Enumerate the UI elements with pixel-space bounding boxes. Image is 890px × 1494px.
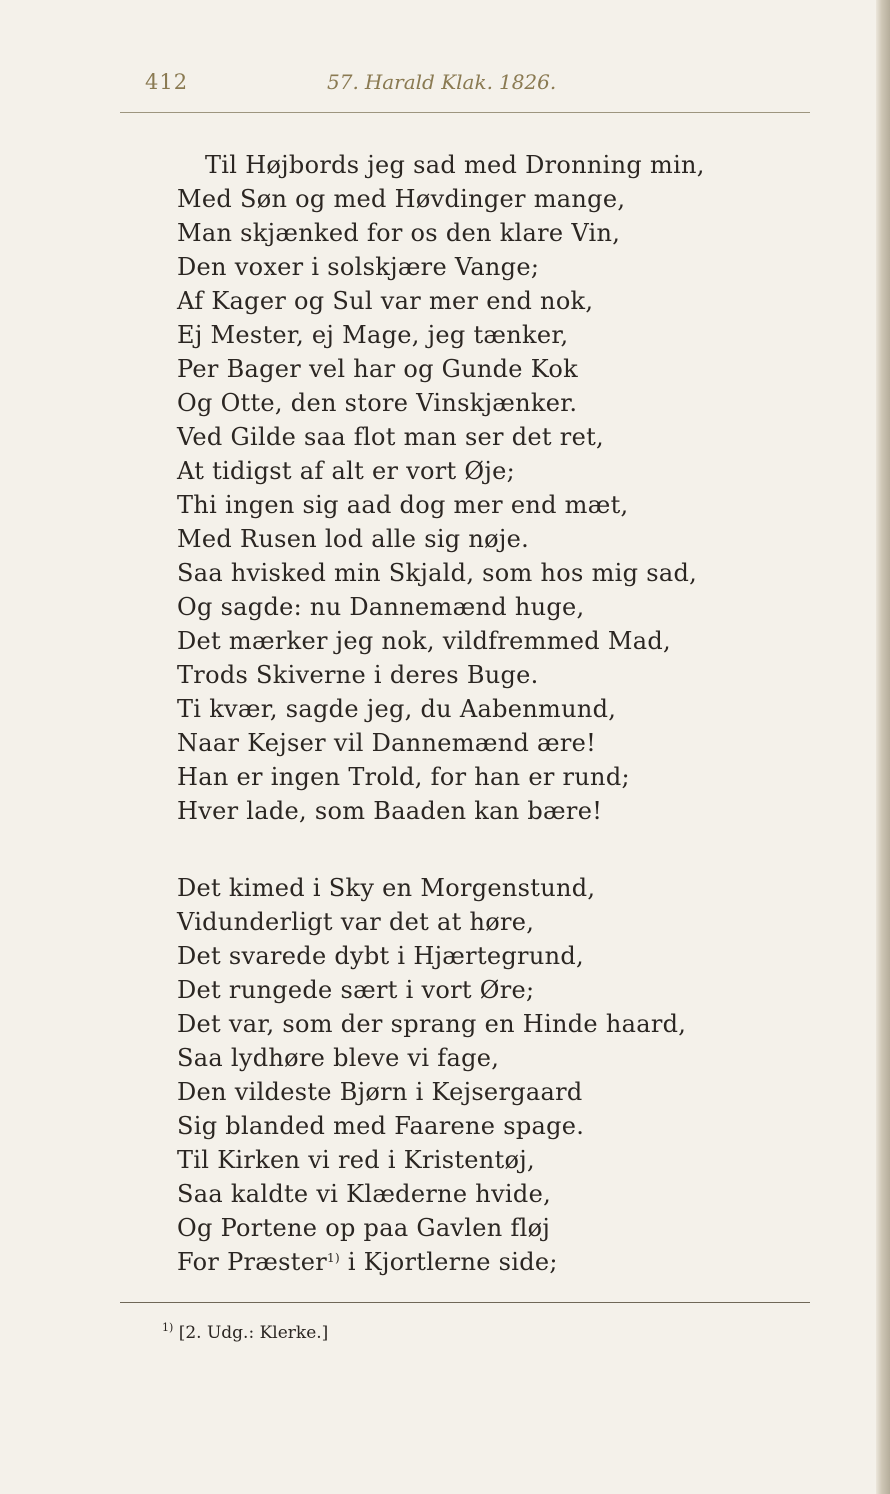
page-number: 412 [145, 70, 189, 94]
verse-line: Sig blanded med Faarene spage. [177, 1112, 585, 1140]
verse-line: Med Rusen lod alle sig nøje. [177, 525, 530, 553]
verse-line: Den voxer i solskjære Vange; [177, 253, 540, 281]
verse-line: Det mærker jeg nok, vildfremmed Mad, [177, 627, 671, 655]
verse-line: Til Højbords jeg sad med Dronning min, [205, 151, 705, 179]
verse-line: Af Kager og Sul var mer end nok, [177, 287, 594, 315]
verse-line: Og Portene op paa Gavlen fløj [177, 1214, 551, 1242]
verse-line: At tidigst af alt er vort Øje; [177, 457, 516, 485]
footnote-text: [2. Udg.: Klerke.] [178, 1323, 329, 1343]
verse-line: Og Otte, den store Vinskjænker. [177, 389, 578, 417]
poem-title: Harald Klak. [364, 70, 493, 94]
verse-line: Ti kvær, sagde jeg, du Aabenmund, [177, 695, 617, 723]
verse-line: Man skjænked for os den klare Vin, [177, 219, 621, 247]
verse-line: Og sagde: nu Dannemænd huge, [177, 593, 585, 621]
verse-line: Det kimed i Sky en Morgenstund, [177, 874, 596, 902]
verse-line: Trods Skiverne i deres Buge. [177, 661, 539, 689]
verse-line: Det rungede sært i vort Øre; [177, 976, 535, 1004]
verse-line: Saa lydhøre bleve vi fage, [177, 1044, 500, 1072]
page-edge [876, 0, 890, 1494]
verse-line: Den vildeste Bjørn i Kejsergaard [177, 1078, 583, 1106]
running-title [327, 70, 556, 94]
footnote-marker-number: 1 [162, 1321, 169, 1334]
verse-line: Saa hvisked min Skjald, som hos mig sad, [177, 559, 698, 587]
footnote-reference: 1) [327, 1251, 340, 1265]
footnote-rule [120, 1302, 810, 1303]
running-header [0, 70, 890, 100]
footnote [162, 1320, 328, 1346]
verse-line: Thi ingen sig aad dog mer end mæt, [177, 491, 629, 519]
footnote-marker: 1) [162, 1321, 174, 1334]
verse-line: Vidunderligt var det at høre, [177, 908, 535, 936]
verse-line: Hver lade, som Baaden kan bære! [177, 797, 603, 825]
verse-line: Det var, som der sprang en Hinde haard, [177, 1010, 687, 1038]
verse-line: Per Bager vel har og Gunde Kok [177, 355, 578, 383]
verse-text: For Præster [177, 1248, 328, 1276]
verse-line: Til Kirken vi red i Kristentøj, [177, 1146, 535, 1174]
verse-line: Ej Mester, ej Mage, jeg tænker, [177, 321, 569, 349]
verse-line: Med Søn og med Høvdinger mange, [177, 185, 626, 213]
poem-year: 1826. [498, 70, 557, 94]
verse-line: Naar Kejser vil Dannemænd ære! [177, 729, 597, 757]
verse-line: Saa kaldte vi Klæderne hvide, [177, 1180, 551, 1208]
verse-line: Det svarede dybt i Hjærtegrund, [177, 942, 584, 970]
verse-line: Ved Gilde saa flot man ser det ret, [177, 423, 604, 451]
poem-number: 57. [327, 70, 359, 94]
footnote-ref-number: 1 [327, 1251, 335, 1265]
verse-line: Han er ingen Trold, for han er rund; [177, 763, 630, 791]
header-rule [120, 112, 810, 113]
verse-text-continued: i Kjortlerne side; [339, 1248, 558, 1276]
verse-line-with-note [177, 1245, 558, 1279]
